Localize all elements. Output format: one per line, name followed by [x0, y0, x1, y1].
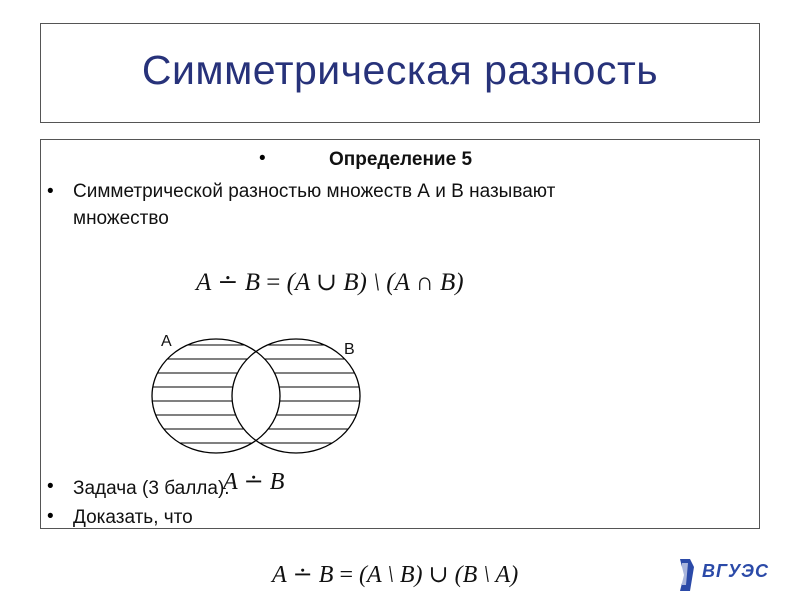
venn-hatching — [151, 345, 411, 443]
formula2-equals: = — [339, 562, 353, 588]
formula2-var-a: A — [272, 562, 287, 588]
formula2-symdiff-op: ∸ — [292, 562, 313, 588]
bullet-dot: • — [47, 476, 54, 497]
venn-set-b — [232, 339, 360, 453]
venn-label-a: A — [161, 333, 172, 350]
formula-to-prove — [272, 560, 518, 589]
venn-label-b: B — [344, 341, 355, 358]
bullet-dot: • — [259, 148, 266, 169]
formula2-var-b: B — [318, 562, 334, 588]
definition-heading: Определение 5 — [329, 149, 473, 170]
formula2-rhs: (A \ B) ∪ (B \ A) — [359, 562, 519, 588]
formula-rhs: (A ∪ B) \ (A ∩ B) — [286, 269, 464, 296]
title-box — [40, 23, 760, 123]
task-text: Задача (3 балла). — [73, 478, 230, 499]
formula-equals: = — [266, 269, 281, 296]
university-logo — [672, 555, 772, 595]
formula-definition — [196, 267, 464, 297]
overlay-var-b: B — [269, 469, 285, 495]
bullet-dot: • — [47, 506, 54, 527]
formula-var-a: A — [196, 269, 212, 296]
definition-text-line1: Симметрической разностью множеств А и В называют — [73, 181, 556, 202]
venn-set-a — [152, 339, 280, 453]
overlay-symdiff-op: ∸ — [243, 469, 264, 495]
formula-symdiff-op: ∸ — [217, 269, 239, 296]
bullet-dot: • — [47, 181, 54, 202]
definition-text-line2: множество — [73, 208, 169, 229]
logo-text: ВГУЭС — [702, 561, 769, 581]
overlay-var-a: A — [223, 469, 238, 495]
slide-title: Симметрическая разность — [141, 46, 659, 93]
prove-text: Доказать, что — [73, 507, 193, 528]
formula-var-b: B — [244, 269, 261, 296]
venn-diagram — [151, 325, 411, 470]
content-box — [40, 139, 760, 529]
task-overlay-formula — [223, 467, 284, 496]
